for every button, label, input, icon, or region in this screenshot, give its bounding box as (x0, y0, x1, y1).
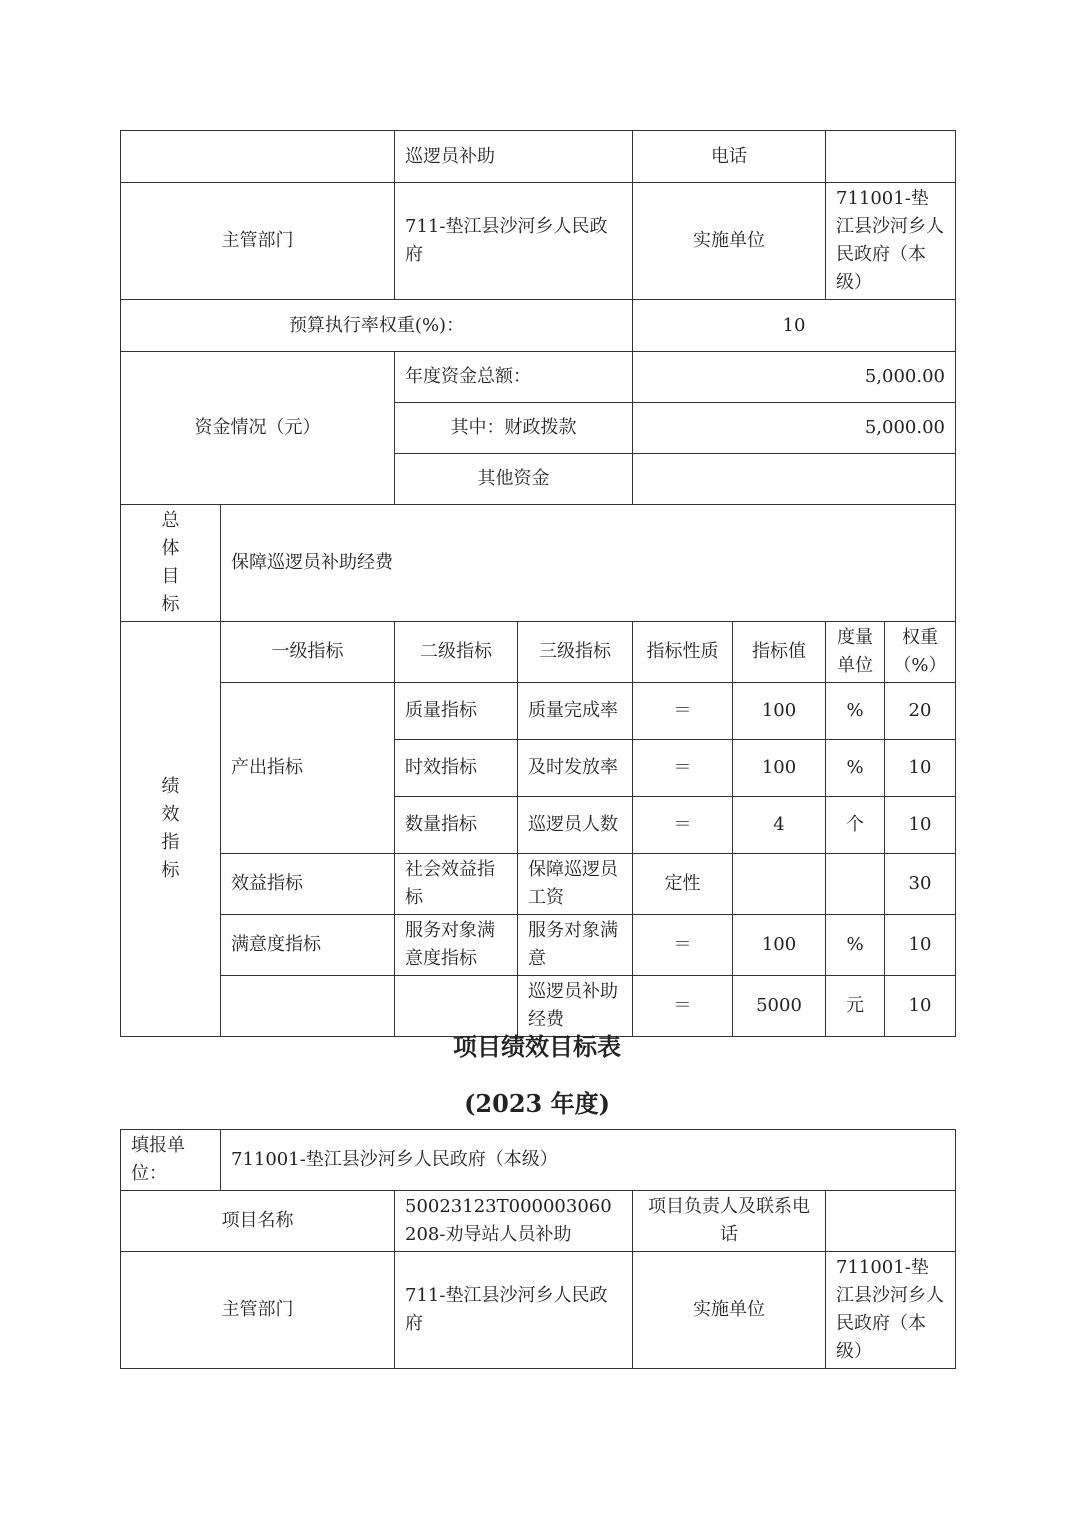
impl-unit-label: 实施单位 (633, 183, 826, 300)
project-info-table (120, 1129, 956, 1369)
output-indicator-label: 产出指标 (221, 683, 395, 854)
contact-label: 项目负责人及联系电话 (633, 1191, 826, 1252)
indicator-level2: 质量指标 (395, 683, 518, 740)
indicator-nature: ＝ (633, 740, 733, 797)
indicator-value: 100 (733, 683, 826, 740)
indicator-level3: 及时发放率 (518, 740, 633, 797)
indicator-weight: 10 (885, 740, 956, 797)
contact-label: 电话 (633, 131, 826, 183)
indicator-value: 4 (733, 797, 826, 854)
benefit-indicator-label: 效益指标 (221, 854, 395, 915)
indicator-unit (826, 854, 885, 915)
contact-value (826, 131, 956, 183)
indicator-weight: 10 (885, 976, 956, 1037)
funds-fiscal-label: 其中：财政拨款 (395, 403, 633, 454)
indicator-level2: 服务对象满意度指标 (395, 915, 518, 976)
admin-dept-value: 711-垫江县沙河乡人民政府 (395, 1252, 633, 1369)
header-level1: 一级指标 (221, 622, 395, 683)
indicator-weight: 10 (885, 915, 956, 976)
funds-total-label: 年度资金总额： (395, 352, 633, 403)
project-name-value: 50023123T000003060208-劝导站人员补助 (395, 1191, 633, 1252)
header-level2: 二级指标 (395, 622, 518, 683)
admin-dept-label: 主管部门 (121, 1252, 395, 1369)
admin-dept-label: 主管部门 (121, 183, 395, 300)
indicator-value: 100 (733, 740, 826, 797)
indicator-value: 5000 (733, 976, 826, 1037)
overall-goal-value: 保障巡逻员补助经费 (221, 505, 956, 622)
indicator-level2: 时效指标 (395, 740, 518, 797)
project-name-value: 巡逻员补助 (395, 131, 633, 183)
indicator-unit: 个 (826, 797, 885, 854)
indicator-nature: ＝ (633, 797, 733, 854)
budget-rate-label: 预算执行率权重(%)： (121, 300, 633, 352)
impl-unit-label: 实施单位 (633, 1252, 826, 1369)
indicator-level3: 巡逻员补助经费 (518, 976, 633, 1037)
funds-other-label: 其他资金 (395, 454, 633, 505)
header-weight: 权重（%） (885, 622, 956, 683)
funds-label: 资金情况（元） (121, 352, 395, 505)
impl-unit-value: 711001-垫江县沙河乡人民政府（本级） (826, 1252, 956, 1369)
fill-unit-value: 711001-垫江县沙河乡人民政府（本级） (221, 1130, 956, 1191)
indicator-weight: 10 (885, 797, 956, 854)
indicator-level3: 服务对象满意 (518, 915, 633, 976)
indicator-level3: 保障巡逻员工资 (518, 854, 633, 915)
header-value: 指标值 (733, 622, 826, 683)
section-year: (2023 年度) (464, 1089, 610, 1118)
indicator-level2: 社会效益指标 (395, 854, 518, 915)
indicator-nature: ＝ (633, 915, 733, 976)
funds-fiscal-value: 5,000.00 (633, 403, 956, 454)
indicator-level3: 巡逻员人数 (518, 797, 633, 854)
funds-other-value (633, 454, 956, 505)
overall-goal-label: 总 体 目 标 (121, 505, 221, 622)
indicators-label: 绩 效 指 标 (121, 622, 221, 1037)
performance-table-continued (120, 130, 956, 1037)
indicator-value (733, 854, 826, 915)
header-unit: 度量单位 (826, 622, 885, 683)
table-row (121, 683, 956, 740)
header-level3: 三级指标 (518, 622, 633, 683)
indicator-unit: % (826, 683, 885, 740)
project-name-label-cell (121, 131, 395, 183)
indicator-nature: ＝ (633, 976, 733, 1037)
table-row (121, 854, 956, 915)
indicator-value: 100 (733, 915, 826, 976)
indicator-unit: 元 (826, 976, 885, 1037)
indicator-nature: 定性 (633, 854, 733, 915)
indicator-unit: % (826, 915, 885, 976)
indicator-weight: 30 (885, 854, 956, 915)
admin-dept-value: 711-垫江县沙河乡人民政府 (395, 183, 633, 300)
indicator-level3: 质量完成率 (518, 683, 633, 740)
contact-value (826, 1191, 956, 1252)
indicator-level2: 数量指标 (395, 797, 518, 854)
indicator-weight: 20 (885, 683, 956, 740)
budget-rate-value: 10 (633, 300, 956, 352)
section-title: 项目绩效目标表 (453, 1032, 621, 1061)
impl-unit-value: 711001-垫江县沙河乡人民政府（本级） (826, 183, 956, 300)
table-row (121, 915, 956, 976)
indicator-unit: % (826, 740, 885, 797)
funds-total-value: 5,000.00 (633, 352, 956, 403)
satisfaction-indicator-label: 满意度指标 (221, 915, 395, 976)
indicator-nature: ＝ (633, 683, 733, 740)
project-name-label: 项目名称 (121, 1191, 395, 1252)
header-nature: 指标性质 (633, 622, 733, 683)
fill-unit-label: 填报单位： (121, 1130, 221, 1191)
